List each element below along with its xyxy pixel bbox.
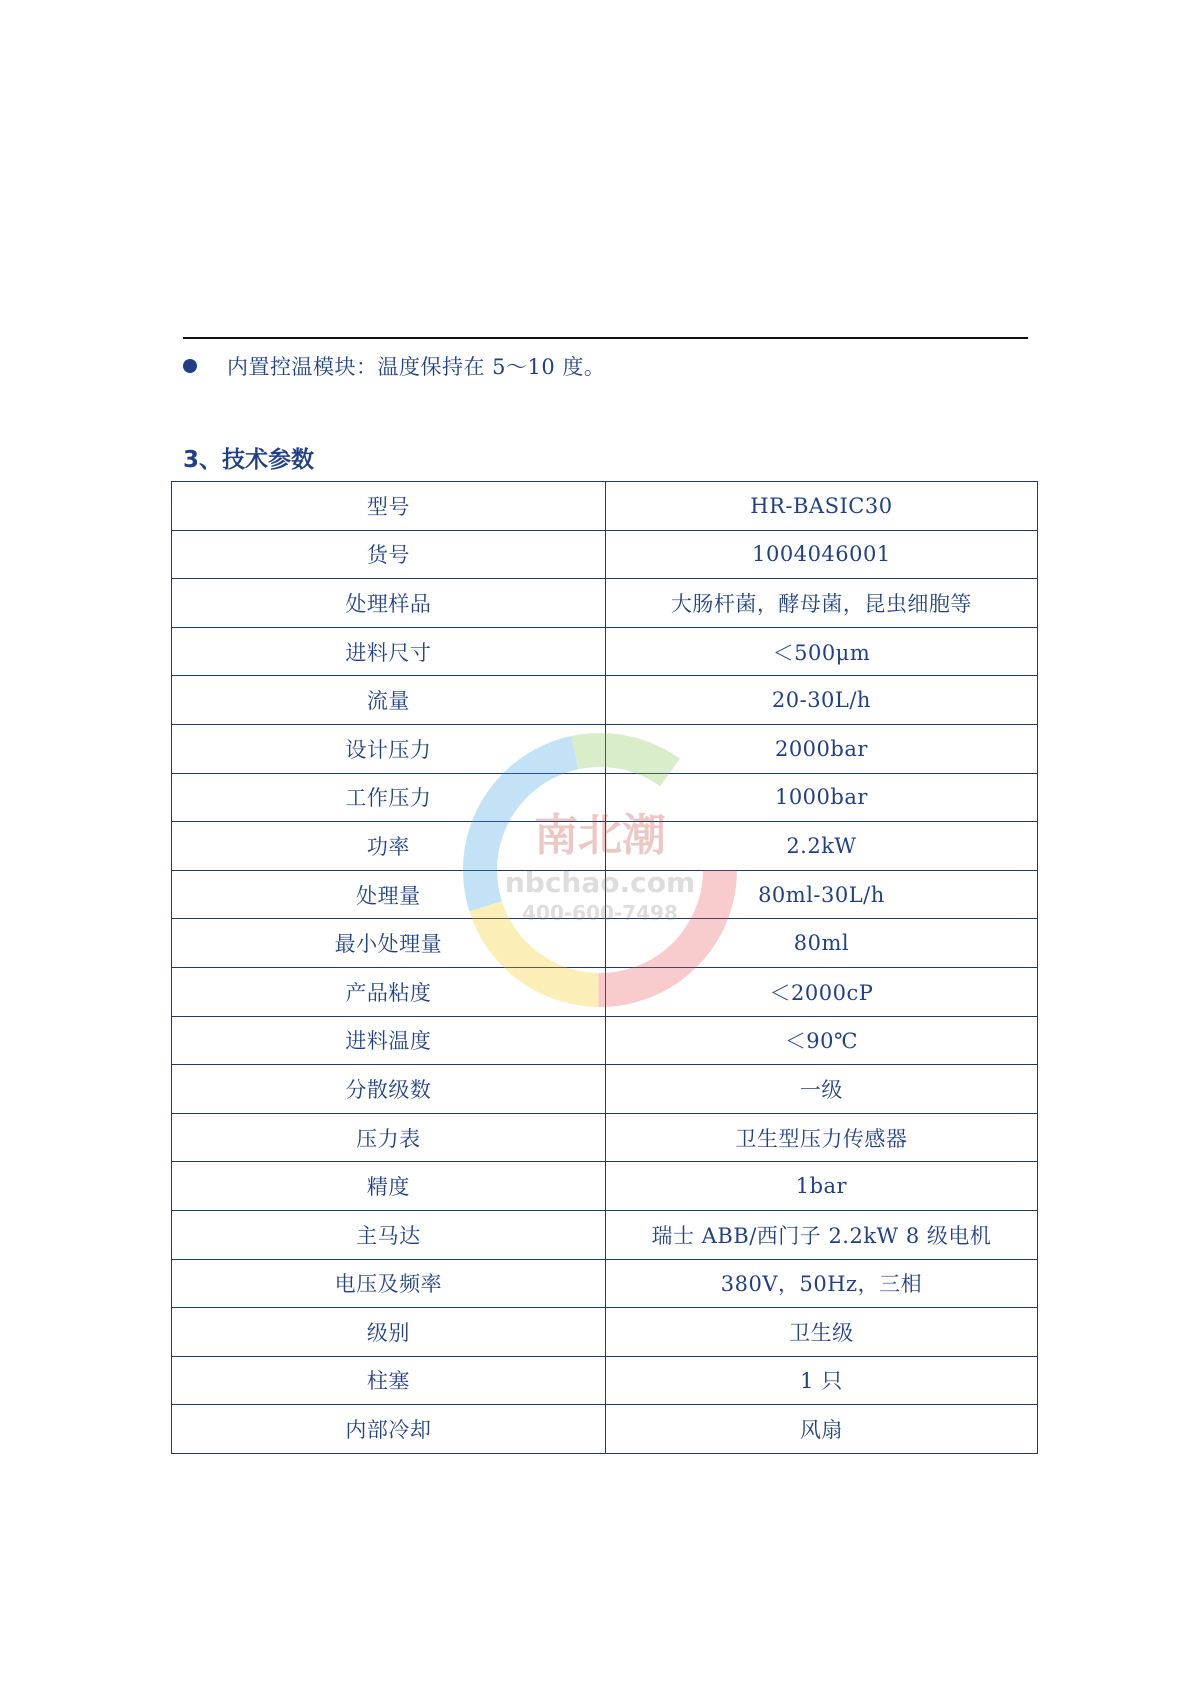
param-value: 1bar [605, 1162, 1037, 1211]
param-value: HR-BASIC30 [605, 482, 1037, 531]
table-row [172, 773, 1038, 822]
param-name: 进料尺寸 [172, 627, 606, 676]
table-row [172, 870, 1038, 919]
param-name: 主马达 [172, 1210, 606, 1259]
param-name: 内部冷却 [172, 1405, 606, 1454]
param-name: 分散级数 [172, 1065, 606, 1114]
table-row [172, 1405, 1038, 1454]
spec-table [171, 481, 1038, 1454]
param-name: 产品粘度 [172, 967, 606, 1016]
param-name: 型号 [172, 482, 606, 531]
param-value: 2000bar [605, 724, 1037, 773]
param-name: 柱塞 [172, 1356, 606, 1405]
table-row [172, 822, 1038, 871]
bullet-text: 内置控温模块：温度保持在 5～10 度。 [227, 355, 606, 379]
param-value: 2.2kW [605, 822, 1037, 871]
table-row [172, 967, 1038, 1016]
param-value: 80ml-30L/h [605, 870, 1037, 919]
table-row [172, 1356, 1038, 1405]
param-name: 电压及频率 [172, 1259, 606, 1308]
table-row [172, 627, 1038, 676]
param-value: 一级 [605, 1065, 1037, 1114]
param-value: 1 只 [605, 1356, 1037, 1405]
table-row [172, 1259, 1038, 1308]
param-value: ＜2000cP [605, 967, 1037, 1016]
param-name: 压力表 [172, 1113, 606, 1162]
watermark-phone: 400-600-7498 [522, 901, 678, 925]
watermark-site: nbchao.com [504, 866, 696, 899]
param-name: 货号 [172, 530, 606, 579]
table-row [172, 676, 1038, 725]
table-row [172, 919, 1038, 968]
param-value: 80ml [605, 919, 1037, 968]
param-value: 风扇 [605, 1405, 1037, 1454]
watermark-brand: 南北潮 [534, 810, 666, 861]
param-name: 精度 [172, 1162, 606, 1211]
table-row [172, 530, 1038, 579]
table-row [172, 1162, 1038, 1211]
section-title: 3、技术参数 [183, 447, 315, 473]
param-name: 功率 [172, 822, 606, 871]
table-row [172, 724, 1038, 773]
param-value: 380V，50Hz，三相 [605, 1259, 1037, 1308]
table-row [172, 1065, 1038, 1114]
param-value: 卫生级 [605, 1308, 1037, 1357]
param-name: 流量 [172, 676, 606, 725]
param-value: 1000bar [605, 773, 1037, 822]
param-value: 1004046001 [605, 530, 1037, 579]
param-name: 级别 [172, 1308, 606, 1357]
param-value: 大肠杆菌，酵母菌，昆虫细胞等 [605, 579, 1037, 628]
param-value: 20-30L/h [605, 676, 1037, 725]
table-row [172, 482, 1038, 531]
param-value: ＜500μm [605, 627, 1037, 676]
table-row [172, 1210, 1038, 1259]
param-name: 处理量 [172, 870, 606, 919]
param-name: 设计压力 [172, 724, 606, 773]
bullet-dot-icon [183, 359, 197, 373]
header-rule [183, 337, 1028, 339]
param-value: 卫生型压力传感器 [605, 1113, 1037, 1162]
param-name: 进料温度 [172, 1016, 606, 1065]
bullet-item [183, 348, 605, 384]
param-name: 工作压力 [172, 773, 606, 822]
table-row [172, 1308, 1038, 1357]
param-value: 瑞士 ABB/西门子 2.2kW 8 级电机 [605, 1210, 1037, 1259]
param-name: 处理样品 [172, 579, 606, 628]
param-value: ＜90℃ [605, 1016, 1037, 1065]
table-row [172, 579, 1038, 628]
table-row [172, 1016, 1038, 1065]
table-row [172, 1113, 1038, 1162]
param-name: 最小处理量 [172, 919, 606, 968]
